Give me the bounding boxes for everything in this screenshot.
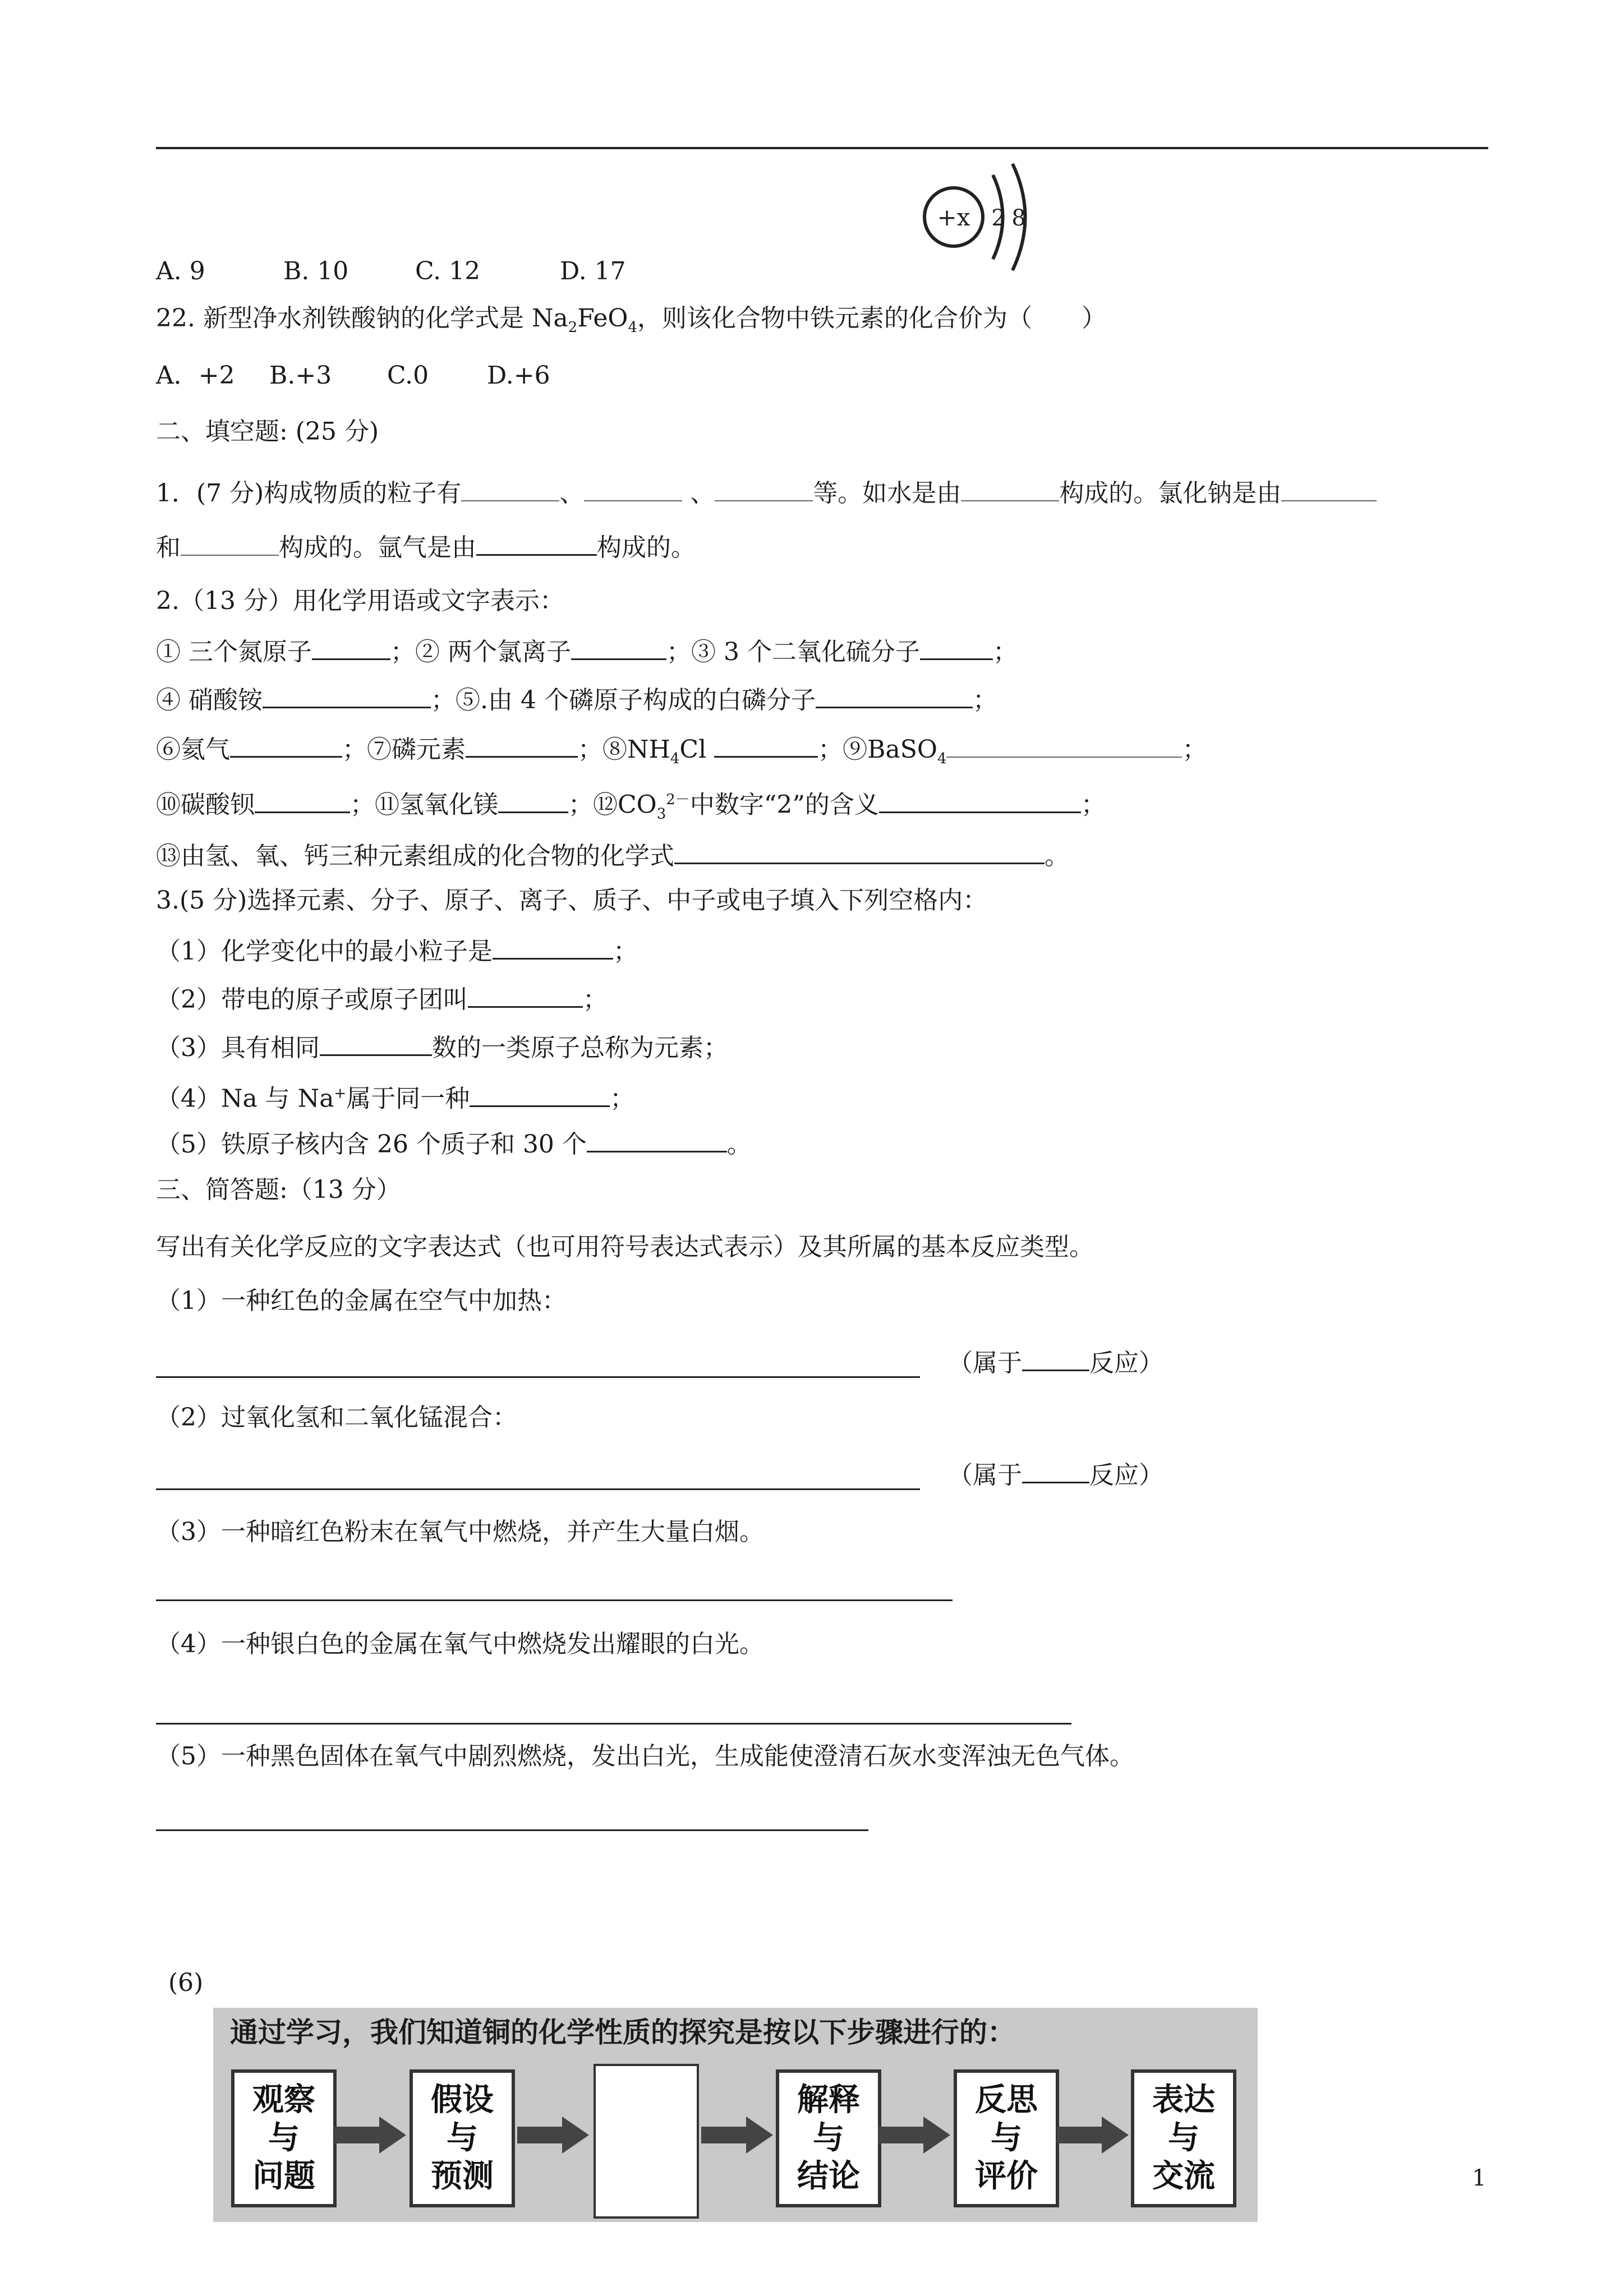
- blank[interactable]: [476, 529, 597, 556]
- s2-q2-title: 2.（13 分）用化学用语或文字表示：: [156, 587, 564, 615]
- s3-prompt-6: (6): [168, 1968, 204, 1997]
- s2-q3-item4: （4）Na 与 Na+属于同一种 ；: [156, 1078, 634, 1115]
- answer-line[interactable]: [156, 1376, 920, 1378]
- s2-q2-row1: ① 三个氮原子 ；② 两个氯离子 ；③ 3 个二氧化硫分子 ；: [156, 634, 1018, 668]
- answer-line[interactable]: [156, 1599, 953, 1601]
- s3-type-1: （属于 反应）: [948, 1345, 1163, 1379]
- arrow-icon: [517, 2115, 590, 2155]
- s2-q1-line1: 1．(7 分)构成物质的粒子有 、 、 等。如水是由 构成的。氯化钠是由: [156, 476, 1377, 509]
- blank[interactable]: [715, 476, 813, 501]
- s2-q3-item3: （3）具有相同 数的一类原子总称为元素；: [156, 1030, 728, 1064]
- s2-q3-item2: （2）带电的原子或原子团叫 ；: [156, 981, 608, 1016]
- answer-line[interactable]: [156, 1829, 868, 1831]
- blank[interactable]: [468, 981, 583, 1008]
- blank[interactable]: [230, 731, 342, 758]
- arrow-icon: [1057, 2115, 1130, 2155]
- q22-option-d: D.+6: [487, 361, 550, 390]
- step-hypothesis: 假设 与 预测: [410, 2069, 515, 2207]
- blank[interactable]: [571, 634, 666, 660]
- s3-prompt-5: （5）一种黑色固体在氧气中剧烈燃烧，发出白光，生成能使澄清石灰水变浑浊无色气体。: [156, 1742, 1134, 1771]
- blank[interactable]: [946, 732, 1182, 758]
- step-communicate: 表达 与 交流: [1131, 2069, 1236, 2207]
- blank[interactable]: [461, 476, 559, 501]
- shell2-count: 8: [1011, 205, 1026, 231]
- blank[interactable]: [1281, 476, 1377, 501]
- section3-intro: 写出有关化学反应的文字表达式（也可用符号表达式表示）及其所属的基本反应类型。: [156, 1233, 1094, 1261]
- arrow-icon: [878, 2115, 951, 2155]
- s2-q3-item1: （1）化学变化中的最小粒子是 ；: [156, 933, 638, 967]
- section2-title: 二、填空题: (25 分): [156, 417, 379, 446]
- nucleus-label: +x: [937, 204, 970, 231]
- blank[interactable]: [587, 1126, 727, 1152]
- blank[interactable]: [879, 787, 1081, 813]
- blank[interactable]: [255, 787, 350, 813]
- q21-option-d: D. 17: [560, 257, 626, 285]
- step-observe: 观察 与 问题: [231, 2069, 337, 2207]
- step-blank-box[interactable]: [594, 2064, 699, 2219]
- atom-structure-diagram: [914, 158, 1049, 276]
- q21-option-b: B. 10: [283, 257, 349, 285]
- s2-q2-row3: ⑥氦气 ；⑦磷元素 ；$⑧NH_4Cl$ ；⑨BaSO$_4$ ；: [156, 731, 1207, 774]
- s2-q3-title: 3.(5 分)选择元素、分子、原子、离子、质子、中子或电子填入下列空格内：: [156, 886, 988, 915]
- s3-prompt-1: （1）一种红色的金属在空气中加热：: [156, 1287, 567, 1315]
- blank[interactable]: [181, 530, 279, 556]
- q22-question: 22. 新型净水剂铁酸钠的化学式是 $Na_2FeO_4$，则该化合物中铁元素的化合价为（ ）: [156, 304, 1107, 336]
- page-number: 1: [1472, 2165, 1487, 2191]
- blank[interactable]: [920, 634, 993, 660]
- s3-prompt-2: （2）过氧化氢和二氧化锰混合：: [156, 1403, 517, 1432]
- answer-line[interactable]: [156, 1723, 1071, 1725]
- s3-prompt-3: （3）一种暗红色粉末在氧气中燃烧，并产生大量白烟。: [156, 1518, 764, 1546]
- step-explain: 解释 与 结论: [776, 2069, 881, 2207]
- blank[interactable]: [263, 682, 431, 708]
- q22-option-c: C.0: [387, 361, 429, 390]
- blank[interactable]: [1022, 1345, 1089, 1371]
- q22-option-b: B.+3: [269, 361, 332, 390]
- answer-line[interactable]: [156, 1488, 920, 1490]
- blank[interactable]: [816, 682, 973, 708]
- section3-title: 三、简答题:（13 分）: [156, 1175, 401, 1204]
- q22-option-a: A．+2: [156, 361, 235, 390]
- arrow-icon: [334, 2115, 407, 2155]
- q21-option-a: A. 9: [156, 257, 205, 285]
- s2-q2-row5: ⑬由氢、氧、钙三种元素组成的化合物的化学式 。: [156, 838, 1069, 872]
- arrow-icon: [701, 2115, 774, 2155]
- blank[interactable]: [674, 838, 1045, 864]
- blank[interactable]: [498, 787, 568, 813]
- step-reflect: 反思 与 评价: [954, 2069, 1059, 2207]
- s2-q3-item5: （5）铁原子核内含 26 个质子和 30 个 。: [156, 1126, 752, 1160]
- shell1-count: 2: [991, 205, 1006, 231]
- flowchart-header: 通过学习，我们知道铜的化学性质的探究是按以下步骤进行的：: [230, 2016, 1015, 2049]
- blank[interactable]: [961, 476, 1059, 501]
- blank[interactable]: [466, 731, 578, 758]
- s2-q2-row4: ⑩碳酸钡 ；⑪氢氧化镁 ；$⑫CO_3^{2-}$中数字“2”的含义 ；: [156, 784, 1106, 829]
- s3-prompt-4: （4）一种银白色的金属在氧气中燃烧发出耀眼的白光。: [156, 1630, 764, 1658]
- blank[interactable]: [493, 933, 613, 960]
- blank[interactable]: [312, 634, 390, 660]
- blank[interactable]: [320, 1030, 432, 1056]
- s2-q1-line2: 和 构成的。氩气是由 构成的。: [156, 529, 696, 564]
- q21-option-c: C. 12: [415, 257, 481, 285]
- blank[interactable]: [1022, 1457, 1089, 1483]
- blank[interactable]: [714, 731, 818, 758]
- s2-q2-row2: ④ 硝酸铵 ；⑤.由 4 个磷原子构成的白磷分子 ；: [156, 682, 997, 716]
- blank[interactable]: [470, 1081, 610, 1107]
- s3-type-2: （属于 反应）: [948, 1457, 1163, 1491]
- blank[interactable]: [584, 476, 682, 501]
- header-rule: [156, 147, 1488, 149]
